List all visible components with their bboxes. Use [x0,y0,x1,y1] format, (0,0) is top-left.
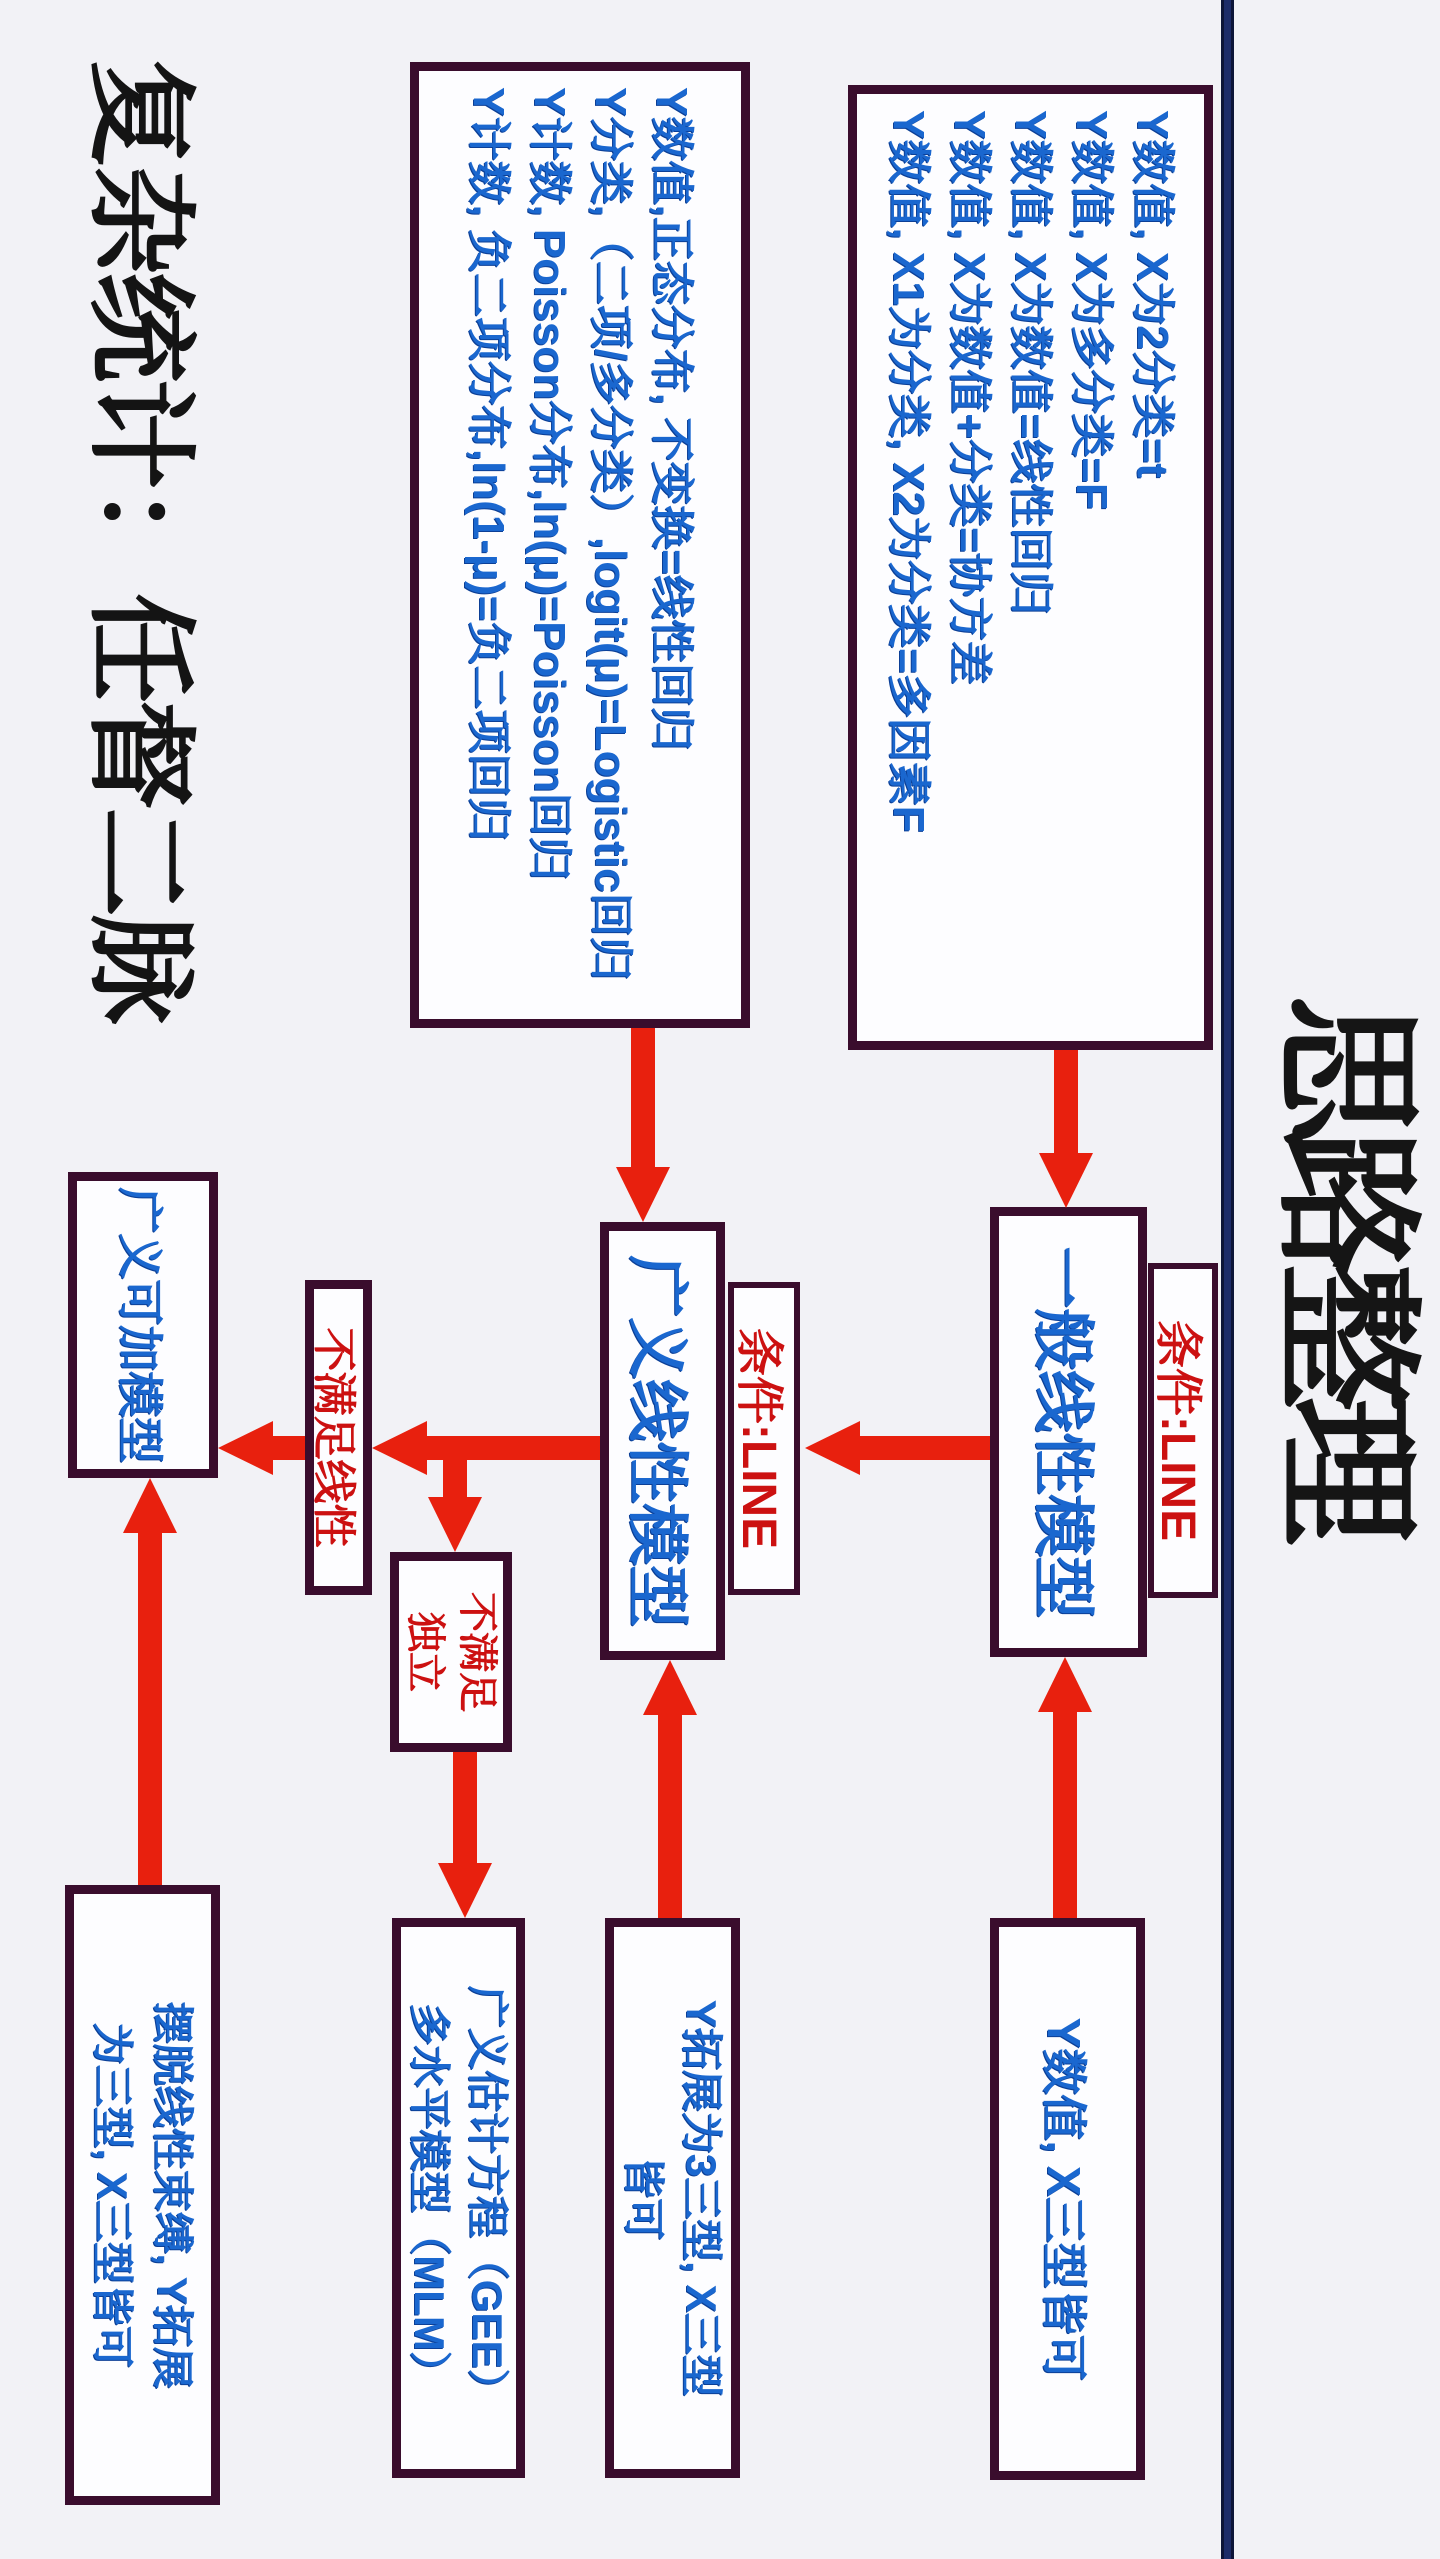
slide-title: 思路整理 [1263,995,1428,1531]
box-gee-mlm [392,1918,525,2478]
distributions-line: Y计数, Poisson分布,ln(μ)=Poisson回归 [525,87,574,881]
distributions-line: Y数值,正态分布, 不变换=线性回归 [647,87,696,751]
arrow-glm-down-head [372,1421,427,1475]
arrow-tests-to-general-head [1039,1153,1093,1208]
arrow-dist-to-glm-head [616,1167,670,1222]
y-expand-line: Y拓展为3三型, X三型 [678,1999,726,2397]
box-not-satisfy-independent [390,1552,512,1752]
box-not-satisfy-linear [305,1280,372,1595]
arrow-notlinear-down-shaft [273,1436,305,1460]
title-rule-line [1221,0,1234,2559]
arrow-tests-to-general-shaft [1054,1050,1078,1155]
general-linear-model-text: 一般线性模型 [1028,1245,1097,1618]
arrow-break-to-gam-shaft [138,1533,162,1885]
not-independent-line: 独立 [403,1612,447,1692]
break-linear-line: 摆脱线性束缚, Y拓展 [149,2001,197,2389]
break-linear-line: 为三型, X三型皆可 [89,2022,137,2368]
box-break-linear [65,1885,220,2505]
condition-line-label-general [1148,1263,1218,1598]
box-general-linear-model [990,1207,1147,1657]
arrow-general-down-head [805,1421,860,1475]
distributions-line: Y分类,（二项/多分类）,logit(μ)=Logistic回归 [586,87,635,981]
condition-line-text: 条件:LINE [1151,1319,1205,1542]
arrow-notlinear-down-head [218,1421,273,1475]
condition-line-label-glm [728,1282,800,1595]
box-general-tests [848,85,1213,1050]
gee-mlm-line: 多水平模型（MLM） [406,2003,454,2393]
arrow-yexpand-to-glm-head [643,1660,697,1715]
general-tests-line: Y数值, X为2分类=t [1128,110,1177,478]
general-tests-line: Y数值, X为数值+分类=协方差 [945,110,994,685]
y-numeric-x3-text: Y数值, X三型皆可 [1038,2017,1091,2381]
box-y-numeric-x3 [990,1918,1145,2480]
arrow-notindep-to-gee-shaft [453,1752,477,1863]
box-generalized-linear-model [600,1222,725,1660]
arrow-branch-notindep-shaft [443,1460,467,1497]
box-distributions [410,62,750,1028]
y-expand-line: 皆可 [620,2155,668,2240]
gee-mlm-line: 广义估计方程（GEE） [464,1985,512,2411]
generalized-linear-model-text: 广义线性模型 [622,1254,691,1627]
condition-line-text: 条件:LINE [732,1327,786,1550]
general-tests-line: Y数值, X1为分类, X2为分类=多因素F [884,110,933,833]
arrow-ynumeric-to-general-shaft [1053,1712,1077,1918]
arrow-yexpand-to-glm-shaft [658,1715,682,1918]
main-course-title: 复杂统计：任督二脉 [78,58,201,1021]
box-y-expand-3type [605,1918,740,2478]
generalized-additive-model-text: 广义可加模型 [114,1187,166,1463]
not-independent-line: 不满足 [455,1592,499,1712]
not-linear-text: 不满足线性 [309,1327,359,1548]
arrow-branch-notindep-head [428,1497,482,1552]
arrow-dist-to-glm-shaft [631,1028,655,1167]
arrow-general-down-shaft [860,1436,990,1460]
arrow-break-to-gam-head [123,1478,177,1533]
general-tests-line: Y数值, X为数值=线性回归 [1006,110,1055,615]
distributions-line: Y计数, 负二项分布,ln(1-μ)=负二项回归 [464,87,513,842]
arrow-notindep-to-gee-head [438,1863,492,1918]
arrow-ynumeric-to-general-head [1038,1657,1092,1712]
general-tests-line: Y数值, X为多分类=F [1067,110,1116,510]
arrow-glm-down-shaft [427,1436,600,1460]
box-generalized-additive-model [68,1172,218,1478]
